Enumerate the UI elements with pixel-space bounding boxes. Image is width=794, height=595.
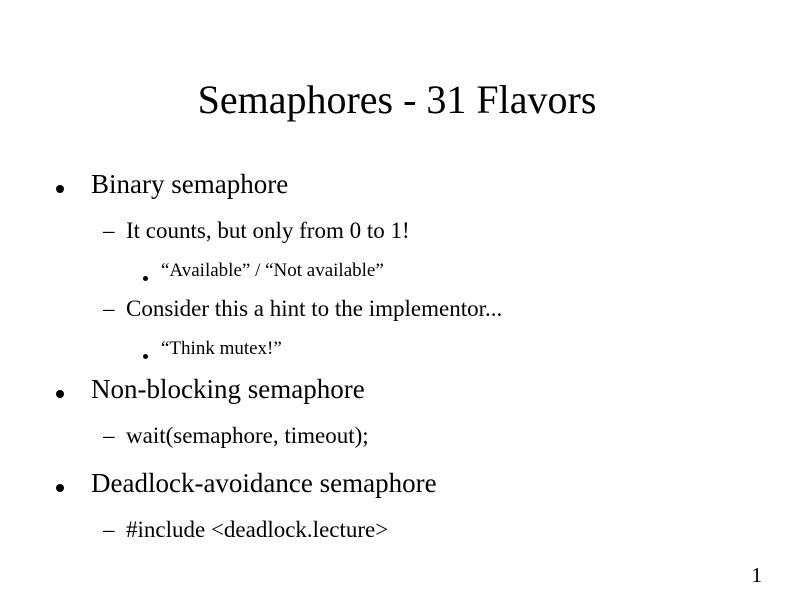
bullet-non-blocking: Non-blocking semaphore [91, 374, 365, 404]
dash-icon: – [103, 218, 115, 243]
sub-bullet-counts: It counts, but only from 0 to 1! [126, 218, 410, 243]
bullet-dot-icon [56, 180, 64, 198]
bullet-dot-icon [56, 479, 64, 497]
bullet-deadlock-avoidance: Deadlock-avoidance semaphore [91, 468, 437, 498]
bullet-dot-icon [143, 346, 148, 364]
sub-sub-bullet-think-mutex: “Think mutex!” [161, 338, 282, 359]
dash-icon: – [103, 517, 115, 542]
slide-title: Semaphores - 31 Flavors [197, 77, 597, 122]
bullet-binary-semaphore: Binary semaphore [91, 169, 289, 199]
bullet-dot-icon [56, 385, 64, 403]
sub-sub-bullet-available: “Available” / “Not available” [161, 260, 384, 281]
sub-bullet-wait: wait(semaphore, timeout); [126, 423, 369, 448]
sub-bullet-hint: Consider this a hint to the implementor... [126, 296, 503, 321]
dash-icon: – [103, 296, 115, 321]
dash-icon: – [103, 423, 115, 448]
sub-bullet-include: #include <deadlock.lecture> [126, 517, 389, 542]
page-number: 1 [751, 563, 762, 587]
bullet-dot-icon [143, 268, 148, 286]
